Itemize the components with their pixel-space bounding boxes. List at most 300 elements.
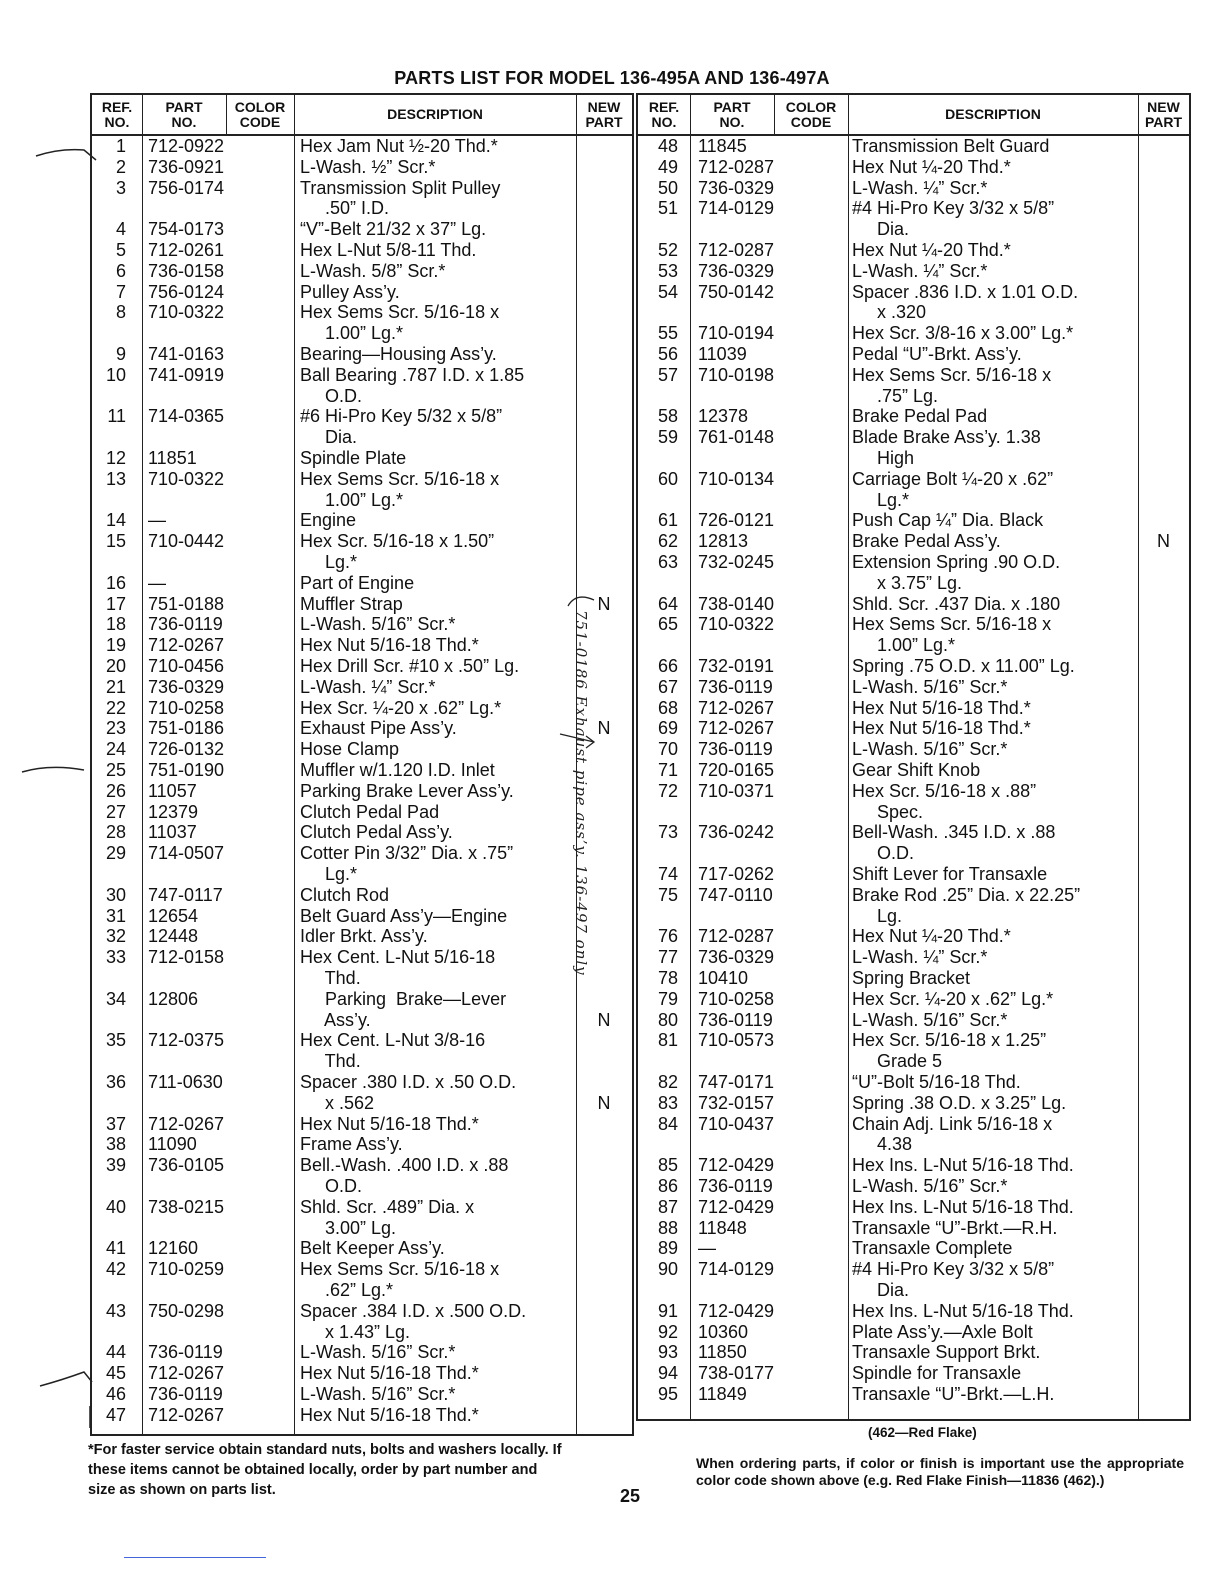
column-divider: [774, 95, 775, 134]
part-description: Dia.: [852, 219, 910, 240]
part-number: 710-0322: [148, 468, 225, 489]
part-description: L-Wash. 5/16” Scr.*: [852, 1176, 1008, 1196]
page-title: PARTS LIST FOR MODEL 136-495A AND 136-497A: [394, 68, 830, 88]
part-description: Hex Nut 5/16-18 Thd.*: [300, 1363, 479, 1384]
part-description: Hex Scr. 5/16-18 x 1.50”: [300, 531, 495, 552]
table-row: [92, 594, 632, 615]
ref-number: 49: [657, 156, 678, 177]
part-description: Clutch Pedal Pad: [300, 801, 440, 822]
part-number: 712-0429: [698, 1300, 775, 1321]
part-description: .50” I.D.: [300, 198, 390, 219]
ref-number: 57: [657, 364, 678, 385]
ref-number: 10: [105, 364, 126, 385]
part-number: 736-0119: [148, 1342, 223, 1363]
part-description: Lg.: [852, 905, 903, 926]
ref-number: 66: [657, 656, 678, 676]
table-row: [92, 531, 632, 552]
part-description: Chain Adj. Link 5/16-18 x: [852, 1113, 1053, 1134]
ref-number: 30: [105, 884, 126, 905]
part-description: Lg.*: [300, 864, 358, 884]
ref-number: 74: [657, 864, 678, 884]
table-row: [638, 1010, 1189, 1031]
ref-number: 20: [105, 656, 126, 676]
part-description: High: [852, 448, 915, 468]
part-description: “V”-Belt 21/32 x 37” Lg.: [300, 219, 487, 240]
ref-number: 81: [657, 1030, 678, 1051]
part-description: Part of Engine: [300, 572, 415, 593]
part-description: #4 Hi-Pro Key 3/32 x 5/8”: [852, 1259, 1055, 1280]
ref-number: 53: [657, 260, 678, 281]
part-number: 747-0171: [698, 1072, 775, 1092]
part-description: Hex Cent. L-Nut 3/8-16: [300, 1030, 486, 1051]
part-description: Hex Ins. L-Nut 5/16-18 Thd.: [852, 1300, 1074, 1321]
part-description: Hex Scr. 5/16-18 x .88”: [852, 780, 1037, 801]
part-number: 736-0329: [698, 260, 775, 281]
part-number: 736-0158: [148, 260, 225, 281]
ref-number: 6: [115, 260, 126, 281]
table-row: [638, 219, 1189, 240]
part-description: Parking Brake Lever Ass’y.: [300, 780, 514, 801]
table-row: [638, 802, 1189, 823]
part-description: Pedal “U”-Brkt. Ass’y.: [852, 344, 1022, 364]
table-row: [638, 656, 1189, 677]
table-row: [92, 1405, 632, 1426]
table-row: [92, 261, 632, 282]
ref-number: 52: [657, 240, 678, 260]
ref-number: 71: [657, 760, 678, 780]
ref-number: 38: [105, 1134, 126, 1155]
part-description: Hex Sems Scr. 5/16-18 x: [300, 302, 500, 323]
ref-number: 65: [657, 614, 678, 635]
part-number: 714-0507: [148, 843, 225, 864]
table-row: [92, 365, 632, 386]
ref-number: 46: [105, 1384, 126, 1404]
part-description: Plate Ass’y.—Axle Bolt: [852, 1321, 1033, 1342]
table-row: [92, 698, 632, 719]
part-description: Transmission Belt Guard: [852, 136, 1050, 156]
part-number: 736-0119: [698, 739, 773, 760]
table-row: [92, 178, 632, 199]
ref-number: 78: [657, 968, 678, 988]
table-row: [638, 843, 1189, 864]
part-number: 736-0119: [698, 1176, 773, 1196]
ref-number: 35: [105, 1030, 126, 1051]
part-number: 732-0245: [698, 552, 775, 572]
table-row: [638, 1363, 1189, 1384]
part-description: Carriage Bolt ¼-20 x .62”: [852, 468, 1054, 489]
ref-number: 41: [105, 1238, 126, 1259]
ref-number: 34: [105, 988, 126, 1009]
ref-number: 44: [105, 1342, 126, 1363]
table-row: [638, 1259, 1189, 1280]
part-description: Frame Ass’y.: [300, 1134, 403, 1155]
part-description: Hex Sems Scr. 5/16-18 x: [300, 468, 500, 489]
ref-number: 59: [657, 427, 678, 448]
part-description: Extension Spring .90 O.D.: [852, 552, 1061, 572]
table-row: [92, 739, 632, 760]
part-description: Transaxle Support Brkt.: [852, 1342, 1041, 1363]
part-number: 726-0132: [148, 739, 225, 760]
ref-number: 39: [105, 1155, 126, 1176]
table-row: [92, 573, 632, 594]
table-row: [92, 677, 632, 698]
table-row: [638, 739, 1189, 760]
part-description: Hex Nut 5/16-18 Thd.*: [300, 635, 479, 656]
table-row: [92, 802, 632, 823]
table-row: [638, 427, 1189, 448]
ref-number: 88: [657, 1217, 678, 1238]
table-body: [92, 136, 632, 1434]
part-description: Hex Ins. L-Nut 5/16-18 Thd.: [852, 1196, 1074, 1217]
part-description: Spring Bracket: [852, 968, 971, 988]
ref-number: 83: [657, 1092, 678, 1113]
table-body: [638, 136, 1189, 1419]
part-description: Hex Jam Nut ½-20 Thd.*: [300, 136, 498, 156]
table-row: [638, 157, 1189, 178]
part-number: 714-0129: [698, 1259, 775, 1280]
table-row: [92, 885, 632, 906]
part-description: Thd.: [300, 1051, 361, 1072]
ref-number: 28: [105, 822, 126, 843]
part-description: Spacer .380 I.D. x .50 O.D.: [300, 1072, 517, 1092]
part-description: Hex Nut 5/16-18 Thd.*: [300, 1113, 479, 1134]
handwritten-note: 751-0186 Exhaust pipe ass’y. 136-497 only: [572, 610, 590, 976]
part-description: #6 Hi-Pro Key 5/32 x 5/8”: [300, 406, 503, 427]
part-description: Hex Nut 5/16-18 Thd.*: [852, 718, 1031, 739]
ref-number: 93: [657, 1342, 678, 1363]
part-description: .62” Lg.*: [300, 1280, 394, 1300]
table-row: [92, 1280, 632, 1301]
ref-number: 63: [657, 552, 678, 572]
part-description: L-Wash. 5/16” Scr.*: [300, 614, 456, 635]
table-row: [638, 1197, 1189, 1218]
table-row: [92, 282, 632, 303]
part-number: 736-0105: [148, 1155, 225, 1176]
part-description: Hex Cent. L-Nut 5/16-18: [300, 947, 496, 968]
part-description: Shld. Scr. .437 Dia. x .180: [852, 593, 1061, 614]
ref-number: 17: [105, 593, 126, 614]
ref-number: 33: [105, 947, 126, 968]
part-description: L-Wash. ¼” Scr.*: [852, 260, 988, 281]
part-number: 11037: [148, 822, 197, 843]
part-description: 4.38: [852, 1134, 913, 1155]
table-row: [92, 926, 632, 947]
ref-number: 2: [115, 156, 126, 177]
part-number: 750-0142: [698, 281, 775, 302]
part-number: 11090: [148, 1134, 197, 1155]
part-description: Spindle Plate: [300, 448, 407, 468]
part-description: Hose Clamp: [300, 739, 400, 760]
part-description: L-Wash. ¼” Scr.*: [852, 177, 988, 198]
part-description: Brake Rod .25” Dia. x 22.25”: [852, 884, 1081, 905]
part-description: Gear Shift Knob: [852, 760, 981, 780]
header-part: PART NO.: [713, 98, 751, 130]
table-row: [638, 822, 1189, 843]
part-number: 751-0186: [148, 718, 225, 739]
part-number: 710-0456: [148, 656, 225, 676]
part-number: 756-0174: [148, 177, 225, 198]
part-number: 732-0191: [698, 656, 775, 676]
ref-number: 26: [105, 780, 126, 801]
table-row: [92, 1197, 632, 1218]
part-number: 710-0322: [148, 302, 225, 323]
ref-number: 48: [657, 136, 678, 156]
ref-number: 82: [657, 1072, 678, 1092]
ref-number: 32: [105, 926, 126, 947]
table-row: [92, 1072, 632, 1093]
ref-number: 50: [657, 177, 678, 198]
part-description: Shld. Scr. .489” Dia. x: [300, 1196, 475, 1217]
table-row: [92, 1155, 632, 1176]
part-number: 11057: [148, 780, 197, 801]
table-row: [92, 1010, 632, 1031]
part-description: x 1.43” Lg.: [300, 1321, 411, 1342]
table-row: [638, 240, 1189, 261]
part-number: —: [148, 572, 166, 593]
part-number: 751-0190: [148, 760, 225, 780]
table-row: [638, 864, 1189, 885]
part-description: Hex Sems Scr. 5/16-18 x: [300, 1259, 500, 1280]
table-row: [638, 1342, 1189, 1363]
part-number: 12813: [698, 531, 749, 552]
part-number: 747-0110: [698, 884, 773, 905]
ref-number: 55: [657, 323, 678, 344]
part-description: O.D.: [300, 1176, 363, 1196]
ref-number: 25: [105, 760, 126, 780]
part-description: Grade 5: [852, 1051, 943, 1072]
part-number: 741-0163: [148, 344, 225, 364]
part-number: 712-0267: [698, 718, 775, 739]
table-row: [92, 1030, 632, 1051]
part-number: 11848: [698, 1217, 747, 1238]
ref-number: 80: [657, 1009, 678, 1030]
table-row: [638, 552, 1189, 573]
part-description: Spec.: [852, 801, 924, 822]
header-ref: REF. NO.: [648, 98, 680, 130]
table-row: [638, 885, 1189, 906]
ref-number: 3: [115, 177, 126, 198]
part-description: 3.00” Lg.: [300, 1217, 397, 1238]
table-row: [638, 1072, 1189, 1093]
table-row: [638, 531, 1189, 552]
part-description: Hex Nut ¼-20 Thd.*: [852, 926, 1011, 947]
part-number: 738-0177: [698, 1363, 775, 1384]
table-row: [638, 1114, 1189, 1135]
part-description: Spacer .384 I.D. x .500 O.D.: [300, 1300, 527, 1321]
part-number: 710-0259: [148, 1259, 225, 1280]
table-row: [92, 240, 632, 261]
table-row: [638, 573, 1189, 594]
table-row: [92, 760, 632, 781]
ref-number: 5: [115, 240, 126, 260]
part-number: 10360: [698, 1321, 749, 1342]
table-row: [92, 635, 632, 656]
header-part: PART NO.: [165, 98, 203, 130]
part-description: Transaxle “U”-Brkt.—L.H.: [852, 1384, 1055, 1404]
part-number: 712-0267: [148, 1363, 225, 1384]
table-row: [92, 510, 632, 531]
table-row: [92, 323, 632, 344]
table-row: [638, 1322, 1189, 1343]
header-ref: REF. NO.: [101, 98, 133, 130]
ref-number: 64: [657, 593, 678, 614]
ref-number: 94: [657, 1363, 678, 1384]
part-number: 710-0134: [698, 468, 775, 489]
part-number: 717-0262: [698, 864, 775, 884]
header-new-part: NEW PART: [585, 98, 623, 130]
part-description: Dia.: [852, 1280, 910, 1300]
part-description: Pulley Ass’y.: [300, 281, 400, 302]
part-number: 710-0322: [698, 614, 775, 635]
new-part-flag: N: [1157, 531, 1170, 552]
part-description: L-Wash. 5/16” Scr.*: [300, 1384, 456, 1404]
part-number: 751-0188: [148, 593, 225, 614]
ref-number: 72: [657, 780, 678, 801]
table-row: [92, 1051, 632, 1072]
ref-number: 13: [105, 468, 126, 489]
table-row: [92, 344, 632, 365]
ref-number: 47: [105, 1404, 126, 1425]
new-part-flag: N: [597, 1092, 611, 1113]
table-row: [92, 989, 632, 1010]
table-row: [638, 781, 1189, 802]
part-number: 736-0119: [148, 614, 223, 635]
table-row: [92, 1322, 632, 1343]
table-row: [92, 822, 632, 843]
ref-number: 61: [657, 510, 678, 531]
ref-number: 92: [657, 1321, 678, 1342]
ref-number: 36: [105, 1072, 126, 1092]
table-row: [638, 365, 1189, 386]
ref-number: 21: [105, 676, 126, 697]
part-number: 736-0329: [698, 947, 775, 968]
ref-number: 51: [657, 198, 678, 219]
ref-number: 84: [657, 1113, 678, 1134]
table-row: [92, 614, 632, 635]
part-description: L-Wash. 5/16” Scr.*: [852, 739, 1008, 760]
table-row: [92, 1301, 632, 1322]
part-description: Ball Bearing .787 I.D. x 1.85: [300, 364, 525, 385]
footnote: *For faster service obtain standard nuts, bolts and washers locally. If these items cannot be obtained locally, order by part number and size as shown on parts list.: [88, 1442, 562, 1498]
table-row: [638, 989, 1189, 1010]
table-row: [638, 718, 1189, 739]
table-row: [638, 1051, 1189, 1072]
table-row: [638, 635, 1189, 656]
page-number: 25: [620, 1486, 641, 1506]
part-number: 712-0261: [148, 240, 225, 260]
part-number: 12160: [148, 1238, 199, 1259]
table-row: [638, 1218, 1189, 1239]
part-description: .75” Lg.: [852, 385, 939, 406]
table-header: [638, 95, 1189, 136]
ref-number: 79: [657, 988, 678, 1009]
ref-number: 11: [107, 406, 126, 427]
ref-number: 22: [105, 697, 126, 718]
part-description: Hex Scr. ¼-20 x .62” Lg.*: [852, 988, 1054, 1009]
ref-number: 77: [657, 947, 678, 968]
part-description: Spacer .836 I.D. x 1.01 O.D.: [852, 281, 1079, 302]
part-number: 714-0129: [698, 198, 775, 219]
table-row: [92, 1176, 632, 1197]
table-row: [92, 1218, 632, 1239]
table-row: [92, 136, 632, 157]
part-description: Transaxle “U”-Brkt.—R.H.: [852, 1217, 1058, 1238]
ref-number: 29: [105, 843, 126, 864]
ref-number: 7: [115, 281, 126, 302]
ref-number: 56: [657, 344, 678, 364]
table-row: [638, 469, 1189, 490]
part-description: Clutch Rod: [300, 884, 390, 905]
part-description: Hex Sems Scr. 5/16-18 x: [852, 364, 1052, 385]
table-row: [92, 1363, 632, 1384]
part-number: 736-0329: [148, 676, 225, 697]
table-row: [92, 157, 632, 178]
table-row: [638, 490, 1189, 511]
part-number: 736-0329: [698, 177, 775, 198]
margin-tick-mark: [36, 150, 96, 160]
part-description: Brake Pedal Pad: [852, 406, 988, 427]
table-row: [92, 1134, 632, 1155]
header-new-part: NEW PART: [1144, 98, 1183, 130]
table-row: [92, 386, 632, 407]
part-description: L-Wash. 5/8” Scr.*: [300, 260, 446, 281]
ref-number: 31: [105, 905, 126, 926]
part-number: 710-0442: [148, 531, 225, 552]
table-row: [92, 656, 632, 677]
ref-number: 45: [105, 1363, 126, 1384]
part-description: Ass’y.: [300, 1009, 371, 1030]
table-row: [92, 1238, 632, 1259]
part-description: Push Cap ¼” Dia. Black: [852, 510, 1044, 531]
part-description: Engine: [300, 510, 357, 531]
scan-underline: [124, 1557, 266, 1558]
ref-number: 14: [105, 510, 126, 531]
part-description: Hex Nut 5/16-18 Thd.*: [852, 697, 1031, 718]
ref-number: 85: [657, 1155, 678, 1176]
new-part-flag: N: [597, 718, 611, 739]
part-description: 1.00” Lg.*: [852, 635, 956, 656]
part-number: 710-0437: [698, 1113, 775, 1134]
part-description: L-Wash. 5/16” Scr.*: [852, 676, 1008, 697]
color-code-reference: (462—Red Flake): [868, 1425, 977, 1440]
part-number: 712-0429: [698, 1196, 775, 1217]
part-number: 726-0121: [698, 510, 775, 531]
table-row: [638, 344, 1189, 365]
part-description: #4 Hi-Pro Key 3/32 x 5/8”: [852, 198, 1055, 219]
part-description: Dia.: [300, 427, 358, 448]
part-description: Hex Scr. 5/16-18 x 1.25”: [852, 1030, 1047, 1051]
part-number: 712-0158: [148, 947, 225, 968]
part-description: L-Wash. ¼” Scr.*: [852, 947, 988, 968]
part-description: Hex Nut ¼-20 Thd.*: [852, 156, 1011, 177]
table-row: [92, 552, 632, 573]
header-color: COLOR CODE: [234, 98, 286, 130]
part-description: Parking Brake—Lever: [300, 988, 507, 1009]
part-description: Hex Nut 5/16-18 Thd.*: [300, 1404, 479, 1425]
table-row: [92, 406, 632, 427]
table-row: [638, 760, 1189, 781]
part-description: “U”-Bolt 5/16-18 Thd.: [852, 1072, 1021, 1092]
part-number: 736-0119: [698, 1009, 773, 1030]
part-number: 720-0165: [698, 760, 775, 780]
part-description: Hex Drill Scr. #10 x .50” Lg.: [300, 656, 520, 676]
header-description: DESCRIPTION: [387, 106, 483, 122]
table-row: [92, 1342, 632, 1363]
ref-number: 60: [657, 468, 678, 489]
table-row: [92, 1093, 632, 1114]
table-row: [638, 282, 1189, 303]
part-number: 732-0157: [698, 1092, 775, 1113]
